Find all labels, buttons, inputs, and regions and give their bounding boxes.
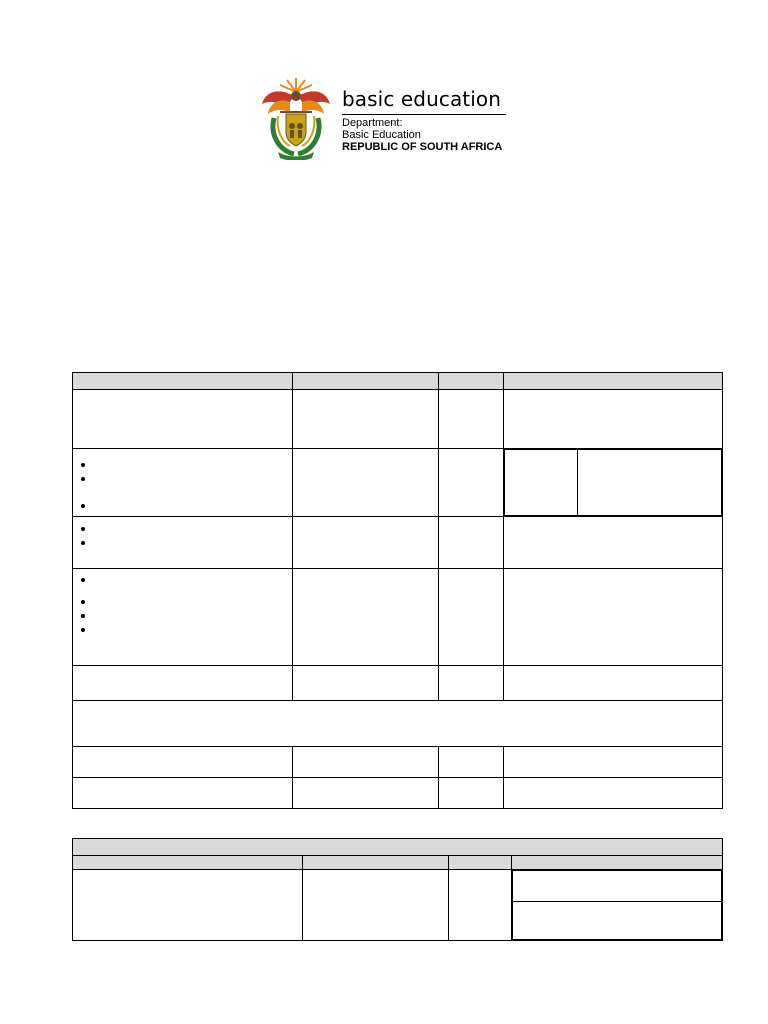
- table-cell: [73, 449, 293, 517]
- country-name: REPUBLIC OF SOUTH AFRICA: [342, 141, 503, 153]
- table-cell: [293, 449, 439, 517]
- table-cell: [73, 870, 303, 941]
- department-label: Department:: [342, 117, 403, 129]
- second-table: [72, 838, 722, 941]
- table-cell: [439, 569, 504, 666]
- bullet-list: [73, 569, 292, 638]
- table-row: [73, 666, 723, 701]
- table-row: [73, 747, 723, 778]
- list-item: [93, 610, 292, 624]
- table-cell: [439, 517, 504, 569]
- table-title-row: [73, 839, 723, 856]
- table-cell: [439, 778, 504, 809]
- second-grid: [72, 838, 723, 941]
- list-item: [93, 500, 292, 514]
- table-cell-split: [504, 449, 723, 517]
- list-item: [93, 537, 292, 551]
- brand-divider: [342, 114, 506, 115]
- table-row: [73, 778, 723, 809]
- table-subcell: [505, 450, 578, 516]
- table-cell: [504, 666, 723, 701]
- bullet-list: [73, 449, 292, 514]
- table-header-cell: [73, 373, 293, 390]
- table-header-row: [73, 856, 723, 870]
- table-title-cell: [73, 839, 723, 856]
- split-cell: [504, 449, 722, 516]
- table-cell: [73, 778, 293, 809]
- table-header-cell: [439, 373, 504, 390]
- list-item: [93, 459, 292, 473]
- table-cell: [293, 390, 439, 449]
- table-cell: [73, 390, 293, 449]
- table-header-cell: [512, 856, 723, 870]
- table-row: [73, 449, 723, 517]
- table-cell: [293, 778, 439, 809]
- list-item: [93, 624, 292, 638]
- table-cell: [439, 747, 504, 778]
- list-item: [93, 473, 292, 487]
- table-cell: [504, 569, 723, 666]
- table-cell: [439, 449, 504, 517]
- table-cell: [439, 666, 504, 701]
- table-cell: [73, 747, 293, 778]
- table-header-cell: [73, 856, 303, 870]
- table-row: [73, 390, 723, 449]
- table-subcell: [513, 871, 722, 902]
- table-cell: [439, 390, 504, 449]
- table-header-cell: [504, 373, 723, 390]
- table-header-row: [73, 373, 723, 390]
- table-cell: [293, 517, 439, 569]
- list-item: [93, 574, 292, 588]
- table-cell-stacked: [512, 870, 723, 941]
- table-cell: [73, 569, 293, 666]
- table-cell: [293, 569, 439, 666]
- table-cell: [449, 870, 512, 941]
- table-cell: [504, 778, 723, 809]
- stacked-cell: [512, 870, 722, 940]
- list-item: [93, 596, 292, 610]
- table-cell: [303, 870, 449, 941]
- table-row: [73, 870, 723, 941]
- table-subcell: [578, 450, 722, 516]
- table-row: [73, 569, 723, 666]
- table-header-cell: [293, 373, 439, 390]
- table-cell: [73, 517, 293, 569]
- table-cell-merged: [73, 701, 723, 747]
- table-subcell: [513, 902, 722, 940]
- table-header-cell: [449, 856, 512, 870]
- table-row-merged: [73, 701, 723, 747]
- south-africa-coat-of-arms-icon: [260, 74, 332, 160]
- table-cell: [504, 390, 723, 449]
- department-header: [260, 74, 520, 164]
- table-cell: [73, 666, 293, 701]
- table-header-cell: [303, 856, 449, 870]
- table-cell: [293, 747, 439, 778]
- assessment-grid: [72, 372, 723, 809]
- brand-title: basic education: [342, 87, 502, 111]
- bullet-list: [73, 517, 292, 551]
- department-name: Basic Education: [342, 129, 421, 141]
- table-cell: [504, 747, 723, 778]
- list-item: [93, 523, 292, 537]
- table-cell: [293, 666, 439, 701]
- table-row: [73, 517, 723, 569]
- assessment-table: [72, 372, 722, 809]
- table-cell: [504, 517, 723, 569]
